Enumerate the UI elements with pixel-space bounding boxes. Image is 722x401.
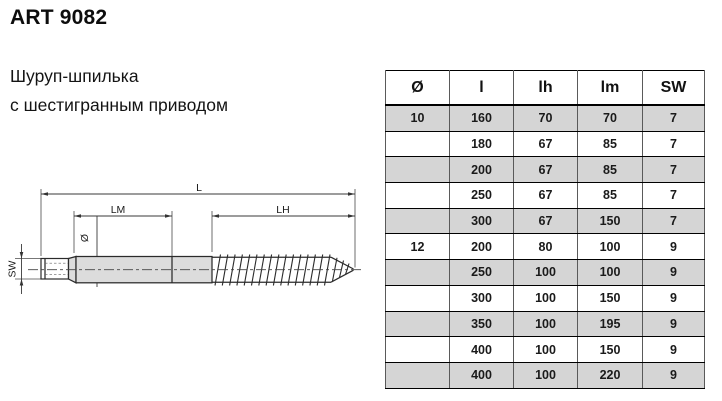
cell-lh: 100 (514, 260, 578, 286)
cell-diameter (386, 131, 450, 157)
technical-drawing (0, 175, 375, 307)
cell-lh: 67 (514, 157, 578, 183)
cell-diameter (386, 208, 450, 234)
label-metric-thread-length: LM (110, 204, 126, 216)
product-description (10, 62, 228, 120)
cell-diameter (386, 311, 450, 337)
cell-lh: 100 (514, 337, 578, 363)
cell-lh: 100 (514, 285, 578, 311)
table-row (386, 260, 705, 286)
cell-lm: 85 (578, 131, 643, 157)
cell-l: 400 (450, 337, 514, 363)
cell-lh: 100 (514, 362, 578, 388)
dimension-hex-size (7, 244, 24, 294)
product-description-line2: с шестигранным приводом (10, 95, 228, 115)
table-row (386, 183, 705, 209)
col-header-sw: SW (643, 71, 705, 106)
cell-lh: 70 (514, 105, 578, 131)
cell-l: 300 (450, 208, 514, 234)
cell-sw: 9 (643, 337, 705, 363)
cell-l: 250 (450, 260, 514, 286)
cell-l: 180 (450, 131, 514, 157)
table-row (386, 337, 705, 363)
cell-sw: 9 (643, 234, 705, 260)
cell-lm: 70 (578, 105, 643, 131)
col-header-lm: lm (578, 71, 643, 106)
cell-diameter (386, 337, 450, 363)
cell-sw: 7 (643, 183, 705, 209)
cell-lh: 67 (514, 208, 578, 234)
cell-sw: 7 (643, 157, 705, 183)
cell-sw: 9 (643, 311, 705, 337)
col-header-lh: lh (514, 71, 578, 106)
cell-l: 200 (450, 234, 514, 260)
cell-l: 200 (450, 157, 514, 183)
cell-lm: 100 (578, 260, 643, 286)
cell-lh: 80 (514, 234, 578, 260)
cell-diameter (386, 157, 450, 183)
cell-sw: 7 (643, 131, 705, 157)
cell-diameter (386, 183, 450, 209)
cell-diameter (386, 260, 450, 286)
cell-lm: 150 (578, 285, 643, 311)
col-header-l: l (450, 71, 514, 106)
dimensions-table (385, 70, 705, 389)
cell-diameter: 12 (386, 234, 450, 260)
cell-sw: 7 (643, 105, 705, 131)
page-title: ART 9082 (10, 6, 108, 29)
table-row (386, 311, 705, 337)
cell-lh: 67 (514, 131, 578, 157)
screw-part (28, 255, 361, 286)
cell-sw: 7 (643, 208, 705, 234)
label-total-length: L (196, 182, 202, 194)
cell-l: 160 (450, 105, 514, 131)
table-row (386, 105, 705, 131)
cell-l: 350 (450, 311, 514, 337)
cell-lm: 195 (578, 311, 643, 337)
label-diameter: Ø (79, 233, 91, 243)
cell-sw: 9 (643, 285, 705, 311)
col-header-diameter: Ø (386, 71, 450, 106)
label-hex-size: SW (6, 260, 19, 278)
cell-lm: 150 (578, 337, 643, 363)
table-row (386, 131, 705, 157)
dimension-total-length (41, 182, 355, 196)
cell-l: 400 (450, 362, 514, 388)
table-row (386, 285, 705, 311)
table-row (386, 362, 705, 388)
cell-lh: 100 (514, 311, 578, 337)
label-wood-thread-length: LH (276, 204, 290, 216)
dimension-wood-thread-length (212, 204, 355, 218)
cell-lh: 67 (514, 183, 578, 209)
cell-lm: 85 (578, 183, 643, 209)
cell-l: 250 (450, 183, 514, 209)
cell-diameter: 10 (386, 105, 450, 131)
dimension-metric-thread-length (74, 204, 172, 218)
table-row (386, 208, 705, 234)
table-row (386, 234, 705, 260)
cell-lm: 220 (578, 362, 643, 388)
cell-lm: 85 (578, 157, 643, 183)
cell-sw: 9 (643, 260, 705, 286)
table-row (386, 157, 705, 183)
product-description-line1: Шуруп-шпилька (10, 66, 139, 86)
cell-lm: 100 (578, 234, 643, 260)
cell-sw: 9 (643, 362, 705, 388)
table-header-row (386, 71, 705, 106)
cell-diameter (386, 362, 450, 388)
cell-lm: 150 (578, 208, 643, 234)
cell-diameter (386, 285, 450, 311)
cell-l: 300 (450, 285, 514, 311)
